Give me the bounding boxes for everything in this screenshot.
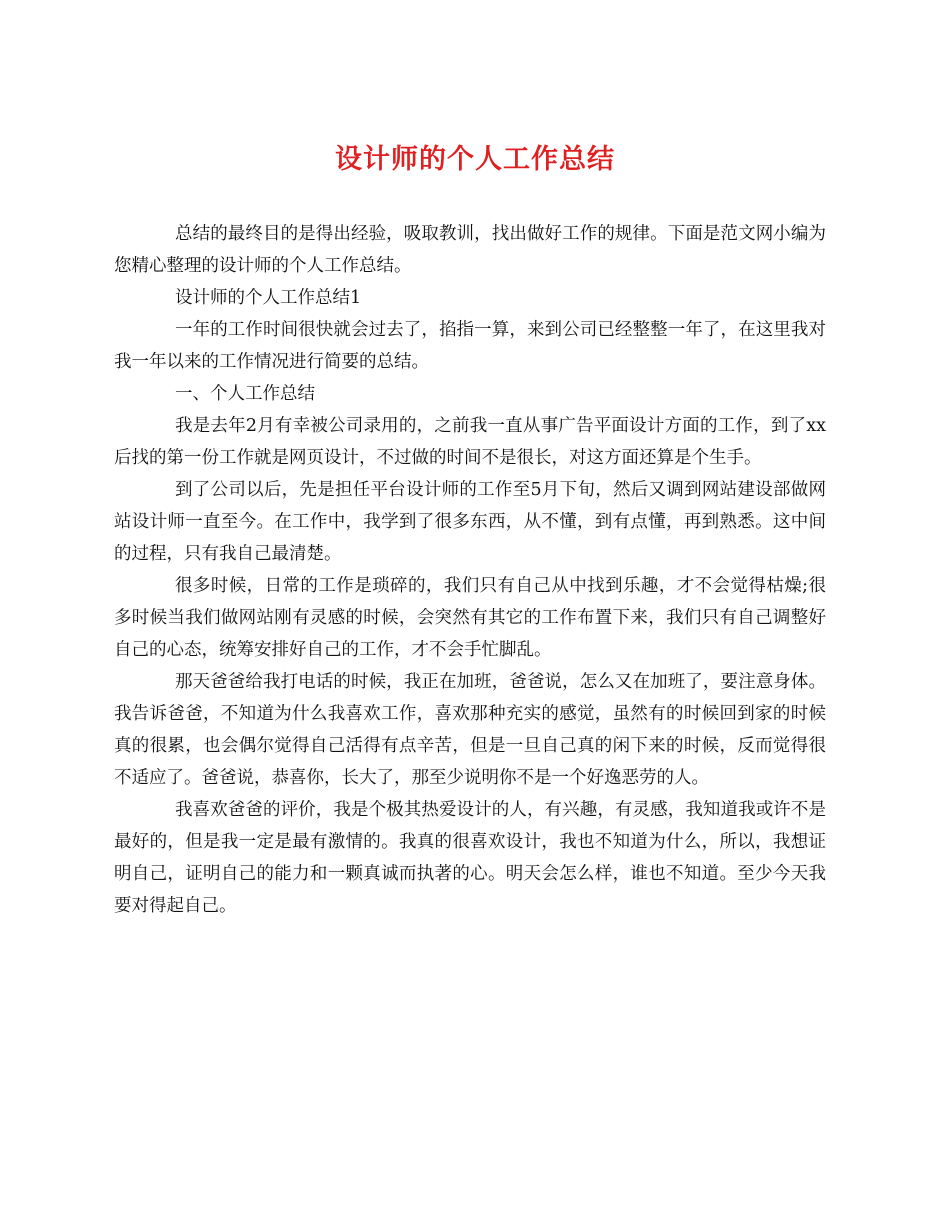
paragraph-role-change: 到了公司以后，先是担任平台设计师的工作至5月下旬，然后又调到网站建设部做网站设计师一直至今。在工作中，我学到了很多东西，从不懂，到有点懂，再到熟悉。这中间的过程，只有我自己最清楚。 xyxy=(114,480,826,564)
paragraph-father-call: 那天爸爸给我打电话的时候，我正在加班，爸爸说，怎么又在加班了，要注意身体。我告诉爸爸，不知道为什么我喜欢工作，喜欢那种充实的感觉，虽然有的时候回到家的时候真的很累，也会偶尔觉得自己活得有点辛苦，但是一旦自己真的闲下来的时候，反而觉得很不适应了。爸爸说，恭喜你，长大了，那至少说明你不是一个好逸恶劳的人。 xyxy=(114,672,826,788)
paragraph-daily-work: 很多时候，日常的工作是琐碎的，我们只有自己从中找到乐趣，才不会觉得枯燥;很多时候当我们做网站刚有灵感的时候，会突然有其它的工作布置下来，我们只有自己调整好自己的心态，统筹安排好自己的工作，才不会手忙脚乱。 xyxy=(114,576,826,660)
section-heading-summary-1: 设计师的个人工作总结1 xyxy=(175,288,362,308)
paragraph-year-review: 一年的工作时间很快就会过去了，掐指一算，来到公司已经整整一年了，在这里我对我一年以来的工作情况进行简要的总结。 xyxy=(114,320,826,372)
section-heading-personal-summary: 一、个人工作总结 xyxy=(175,384,315,404)
document-body xyxy=(114,218,826,922)
paragraph-hiring-background: 我是去年2月有幸被公司录用的，之前我一直从事广告平面设计方面的工作，到了xx后找的第一份工作就是网页设计，不过做的时间不是很长，对这方面还算是个生手。 xyxy=(114,416,826,468)
paragraph-intro: 总结的最终目的是得出经验，吸取教训，找出做好工作的规律。下面是范文网小编为您精心整理的设计师的个人工作总结。 xyxy=(114,224,826,276)
document-title: 设计师的个人工作总结 xyxy=(335,144,615,175)
paragraph-passion-design: 我喜欢爸爸的评价，我是个极其热爱设计的人，有兴趣，有灵感，我知道我或许不是最好的，但是我一定是最有激情的。我真的很喜欢设计，我也不知道为什么，所以，我想证明自己，证明自己的能力和一颗真诚而执著的心。明天会怎么样，谁也不知道。至少今天我要对得起自己。 xyxy=(114,800,826,916)
